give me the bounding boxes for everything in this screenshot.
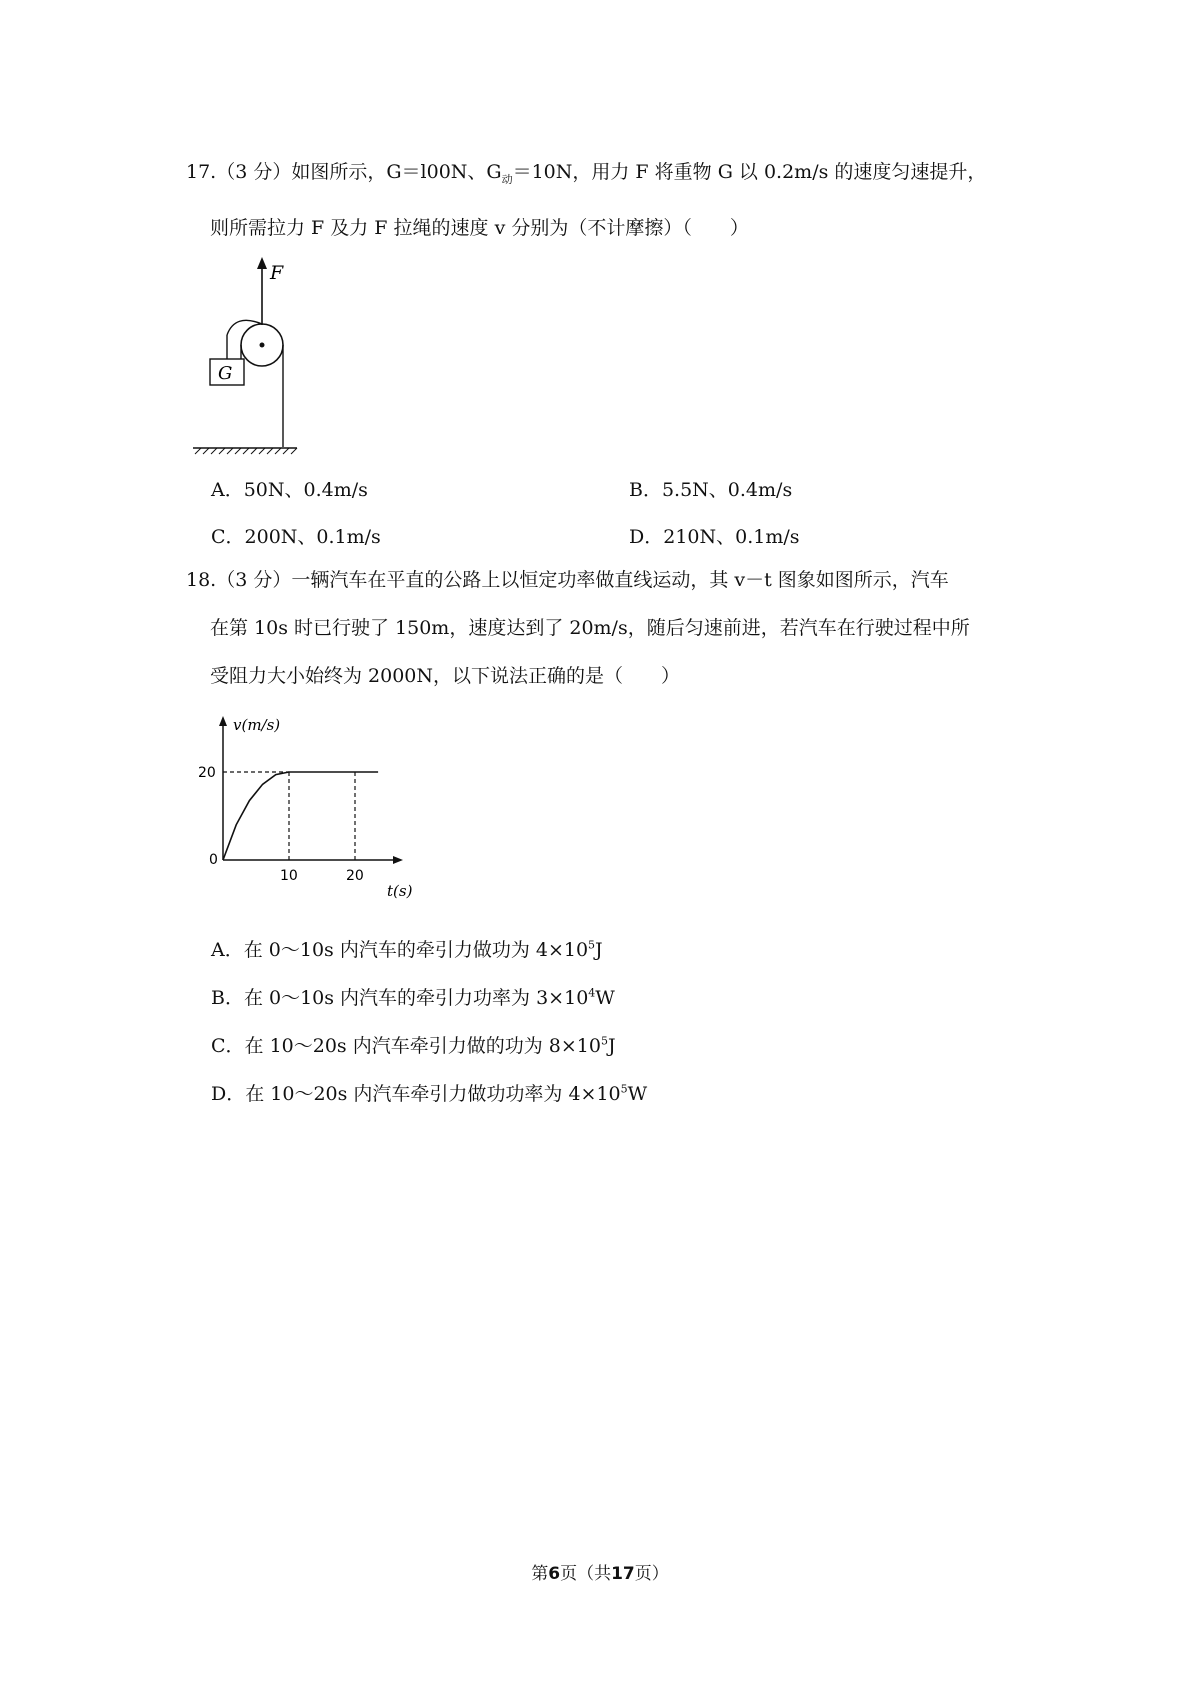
vt-chart <box>198 710 425 910</box>
q17-option-b: B．5.5N、0.4m/s <box>629 479 793 501</box>
question-18-line2: 在第 10s 时已行驶了 150m，速度达到了 20m/s，随后匀速前进，若汽车在行驶过程中所 <box>210 617 970 639</box>
ground-hatching <box>195 448 297 454</box>
x-tick-label-10: 10 <box>280 868 298 884</box>
y-axis-arrow <box>219 716 227 726</box>
q18-option-a-exp: 5 <box>588 938 596 952</box>
origin-label: 0 <box>209 852 218 868</box>
q18-option-a-unit: J <box>595 939 603 961</box>
question-17-line2: 则所需拉力 F 及力 F 拉绳的速度 v 分别为（不计摩擦）（ ） <box>210 216 749 239</box>
pulley-figure <box>185 255 315 455</box>
question-17 <box>186 148 1046 252</box>
q18-option-d-unit: W <box>627 1083 648 1105</box>
footer-suffix: 页） <box>634 1564 669 1584</box>
footer-prefix: 第 <box>531 1564 549 1584</box>
footer-middle: 页（共 <box>560 1564 612 1584</box>
q18-option-c-exp: 5 <box>600 1034 608 1048</box>
q18-option-a-text: A．在 0～10s 内汽车的牵引力做功为 4×10 <box>211 939 589 961</box>
footer-page-number: 6 <box>548 1564 561 1584</box>
q18-option-c <box>211 1031 616 1058</box>
q18-option-c-unit: J <box>607 1035 616 1057</box>
q18-option-a <box>211 935 603 962</box>
question-17-line1 <box>186 148 1046 204</box>
pulley-axle <box>260 343 265 348</box>
y-tick-label: 20 <box>198 765 216 781</box>
force-label: F <box>270 262 284 284</box>
x-axis-arrow <box>393 856 403 864</box>
q17-option-d: D．210N、0.1m/s <box>629 526 800 548</box>
y-axis-label: v(m/s) <box>233 716 281 734</box>
q18-option-c-text: C．在 10～20s 内汽车牵引力做的功为 8×10 <box>211 1035 601 1057</box>
question-18-line3: 受阻力大小始终为 2000N，以下说法正确的是（ ） <box>210 665 681 687</box>
weight-label: G <box>218 363 233 384</box>
page-footer <box>0 1559 1200 1584</box>
q17-option-a: A．50N、0.4m/s <box>211 479 368 501</box>
q17-text-b: ＝10N，用力 F 将重物 G 以 0.2m/s 的速度匀速提升， <box>512 161 987 183</box>
x-axis-label: t(s) <box>387 882 413 900</box>
q18-option-b <box>211 983 615 1010</box>
force-arrow-head <box>257 257 267 269</box>
q18-option-d-text: D．在 10～20s 内汽车牵引力做功功率为 4×10 <box>211 1083 621 1105</box>
q17-text-a: 17.（3 分）如图所示，G＝l00N、G <box>186 161 502 183</box>
q18-option-d-exp: 5 <box>620 1082 628 1096</box>
q18-option-b-unit: W <box>595 987 615 1009</box>
question-18-line1: 18.（3 分）一辆汽车在平直的公路上以恒定功率做直线运动，其 v－t 图象如图所示，汽车 <box>186 569 949 591</box>
q18-option-d <box>211 1079 647 1106</box>
x-tick-label-20: 20 <box>346 868 364 884</box>
q17-option-c: C．200N、0.1m/s <box>211 526 381 548</box>
q17-subscript: 动 <box>501 172 513 186</box>
question-18 <box>186 556 1046 700</box>
q18-option-b-exp: 4 <box>588 986 596 1000</box>
q18-option-b-text: B．在 0～10s 内汽车的牵引力功率为 3×10 <box>211 987 589 1009</box>
footer-total-pages: 17 <box>611 1564 635 1584</box>
